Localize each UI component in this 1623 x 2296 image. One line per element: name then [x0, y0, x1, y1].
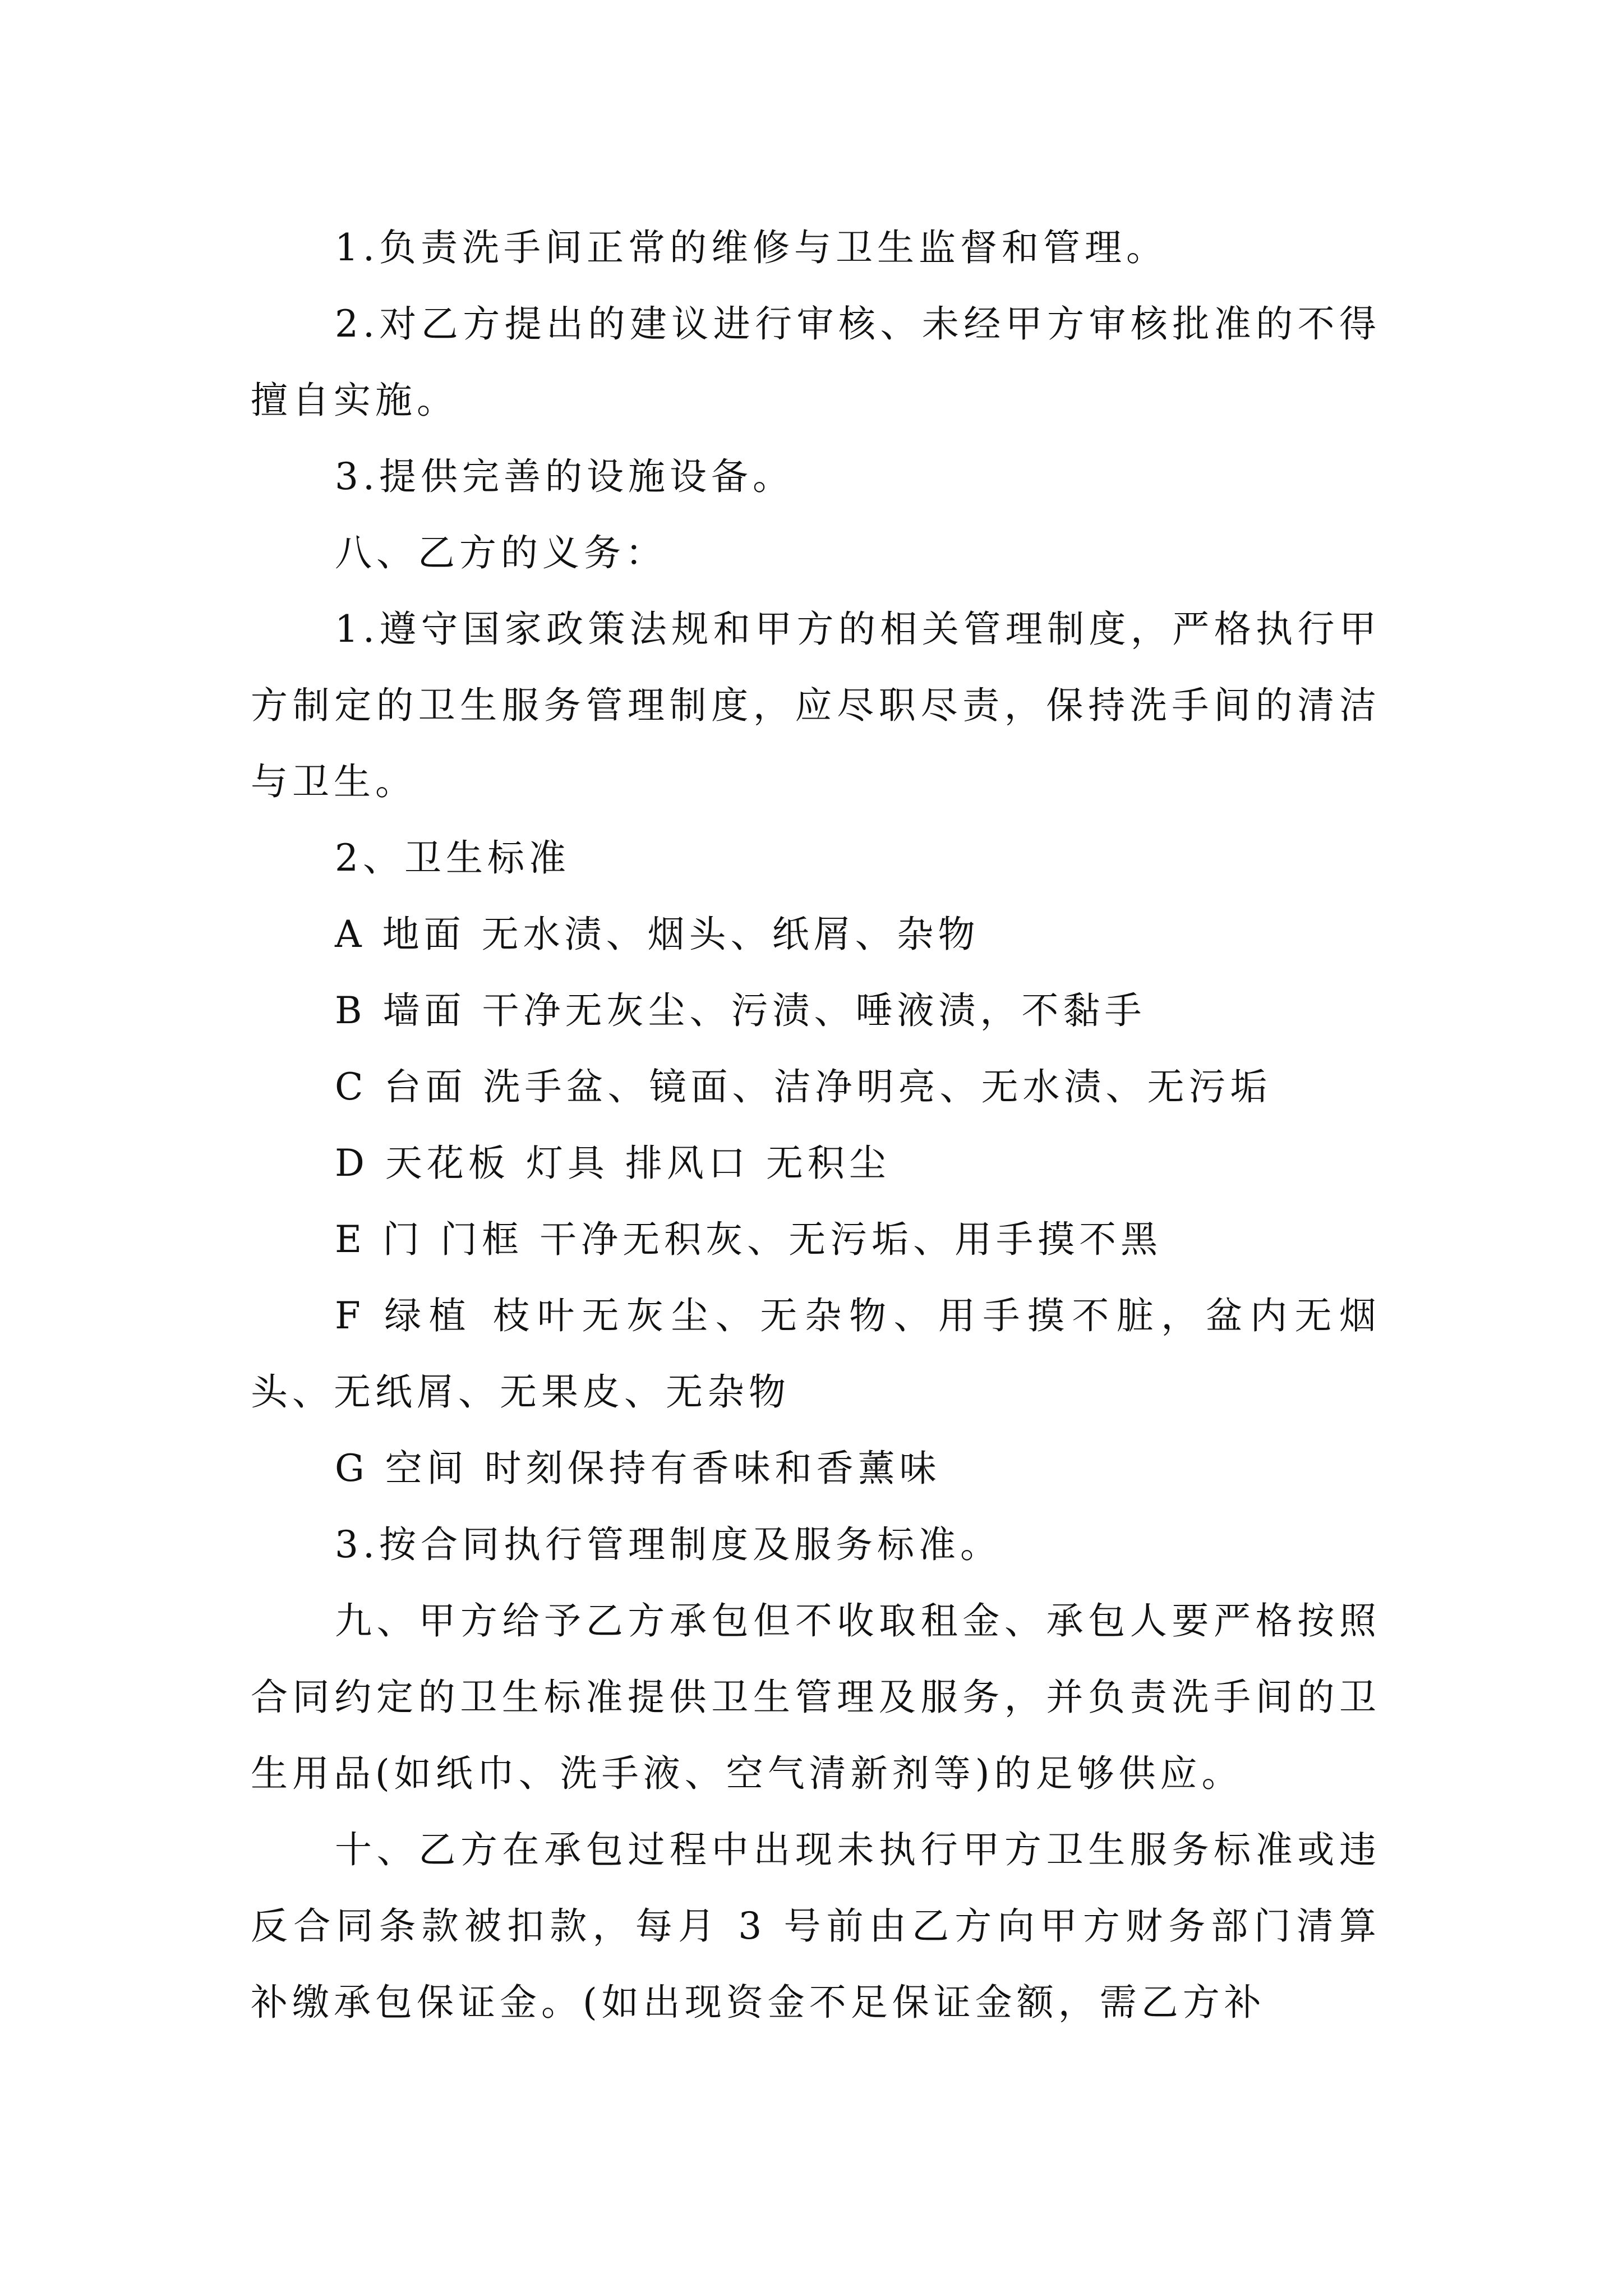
standard-item-g: G 空间 时刻保持有香味和香薰味 — [335, 1447, 941, 1490]
standard-item-a: A 地面 无水渍、烟头、纸屑、杂物 — [335, 913, 980, 956]
standard-item-e: E 门 门框 干净无积灰、无污垢、用手摸不黑 — [335, 1218, 1163, 1261]
paragraph-obligation-3: 3.提供完善的设施设备。 — [335, 455, 794, 498]
paragraph-obligation-1: 1.负责洗手间正常的维修与卫生监督和管理。 — [335, 226, 1168, 269]
paragraph-party-b-3: 3.按合同执行管理制度及服务标准。 — [335, 1523, 1002, 1566]
section-ten: 十、乙方在承包过程中出现未执行甲方卫生服务标准或违反合同条款被扣款，每月 3 号前由乙方向甲方财务部门清算补缴承包保证金。(如出现资金不足保证金额，需乙方补 — [251, 1828, 1381, 2024]
standard-item-c: C 台面 洗手盆、镜面、洁净明亮、无水渍、无污垢 — [335, 1065, 1272, 1108]
section-heading-party-b-obligations: 八、乙方的义务： — [335, 531, 667, 574]
standard-item-f: F 绿植 枝叶无灰尘、无杂物、用手摸不脏，盆内无烟头、无纸屑、无果皮、无杂物 — [251, 1294, 1381, 1414]
paragraph-party-b-1: 1.遵守国家政策法规和甲方的相关管理制度，严格执行甲方制定的卫生服务管理制度，应尽职尽责，保持洗手间的清洁与卫生。 — [251, 608, 1381, 803]
section-nine: 九、甲方给予乙方承包但不收取租金、承包人要严格按照合同约定的卫生标准提供卫生管理及服务，并负责洗手间的卫生用品(如纸巾、洗手液、空气清新剂等)的足够供应。 — [251, 1599, 1381, 1795]
paragraph-hygiene-standards-heading: 2、卫生标准 — [335, 836, 570, 880]
standard-item-d: D 天花板 灯具 排风口 无积尘 — [335, 1142, 891, 1185]
standard-item-b: B 墙面 干净无灰尘、污渍、唾液渍，不黏手 — [335, 989, 1146, 1032]
document-body — [251, 210, 1381, 2041]
paragraph-obligation-2: 2.对乙方提出的建议进行审核、未经甲方审核批准的不得擅自实施。 — [251, 302, 1381, 422]
